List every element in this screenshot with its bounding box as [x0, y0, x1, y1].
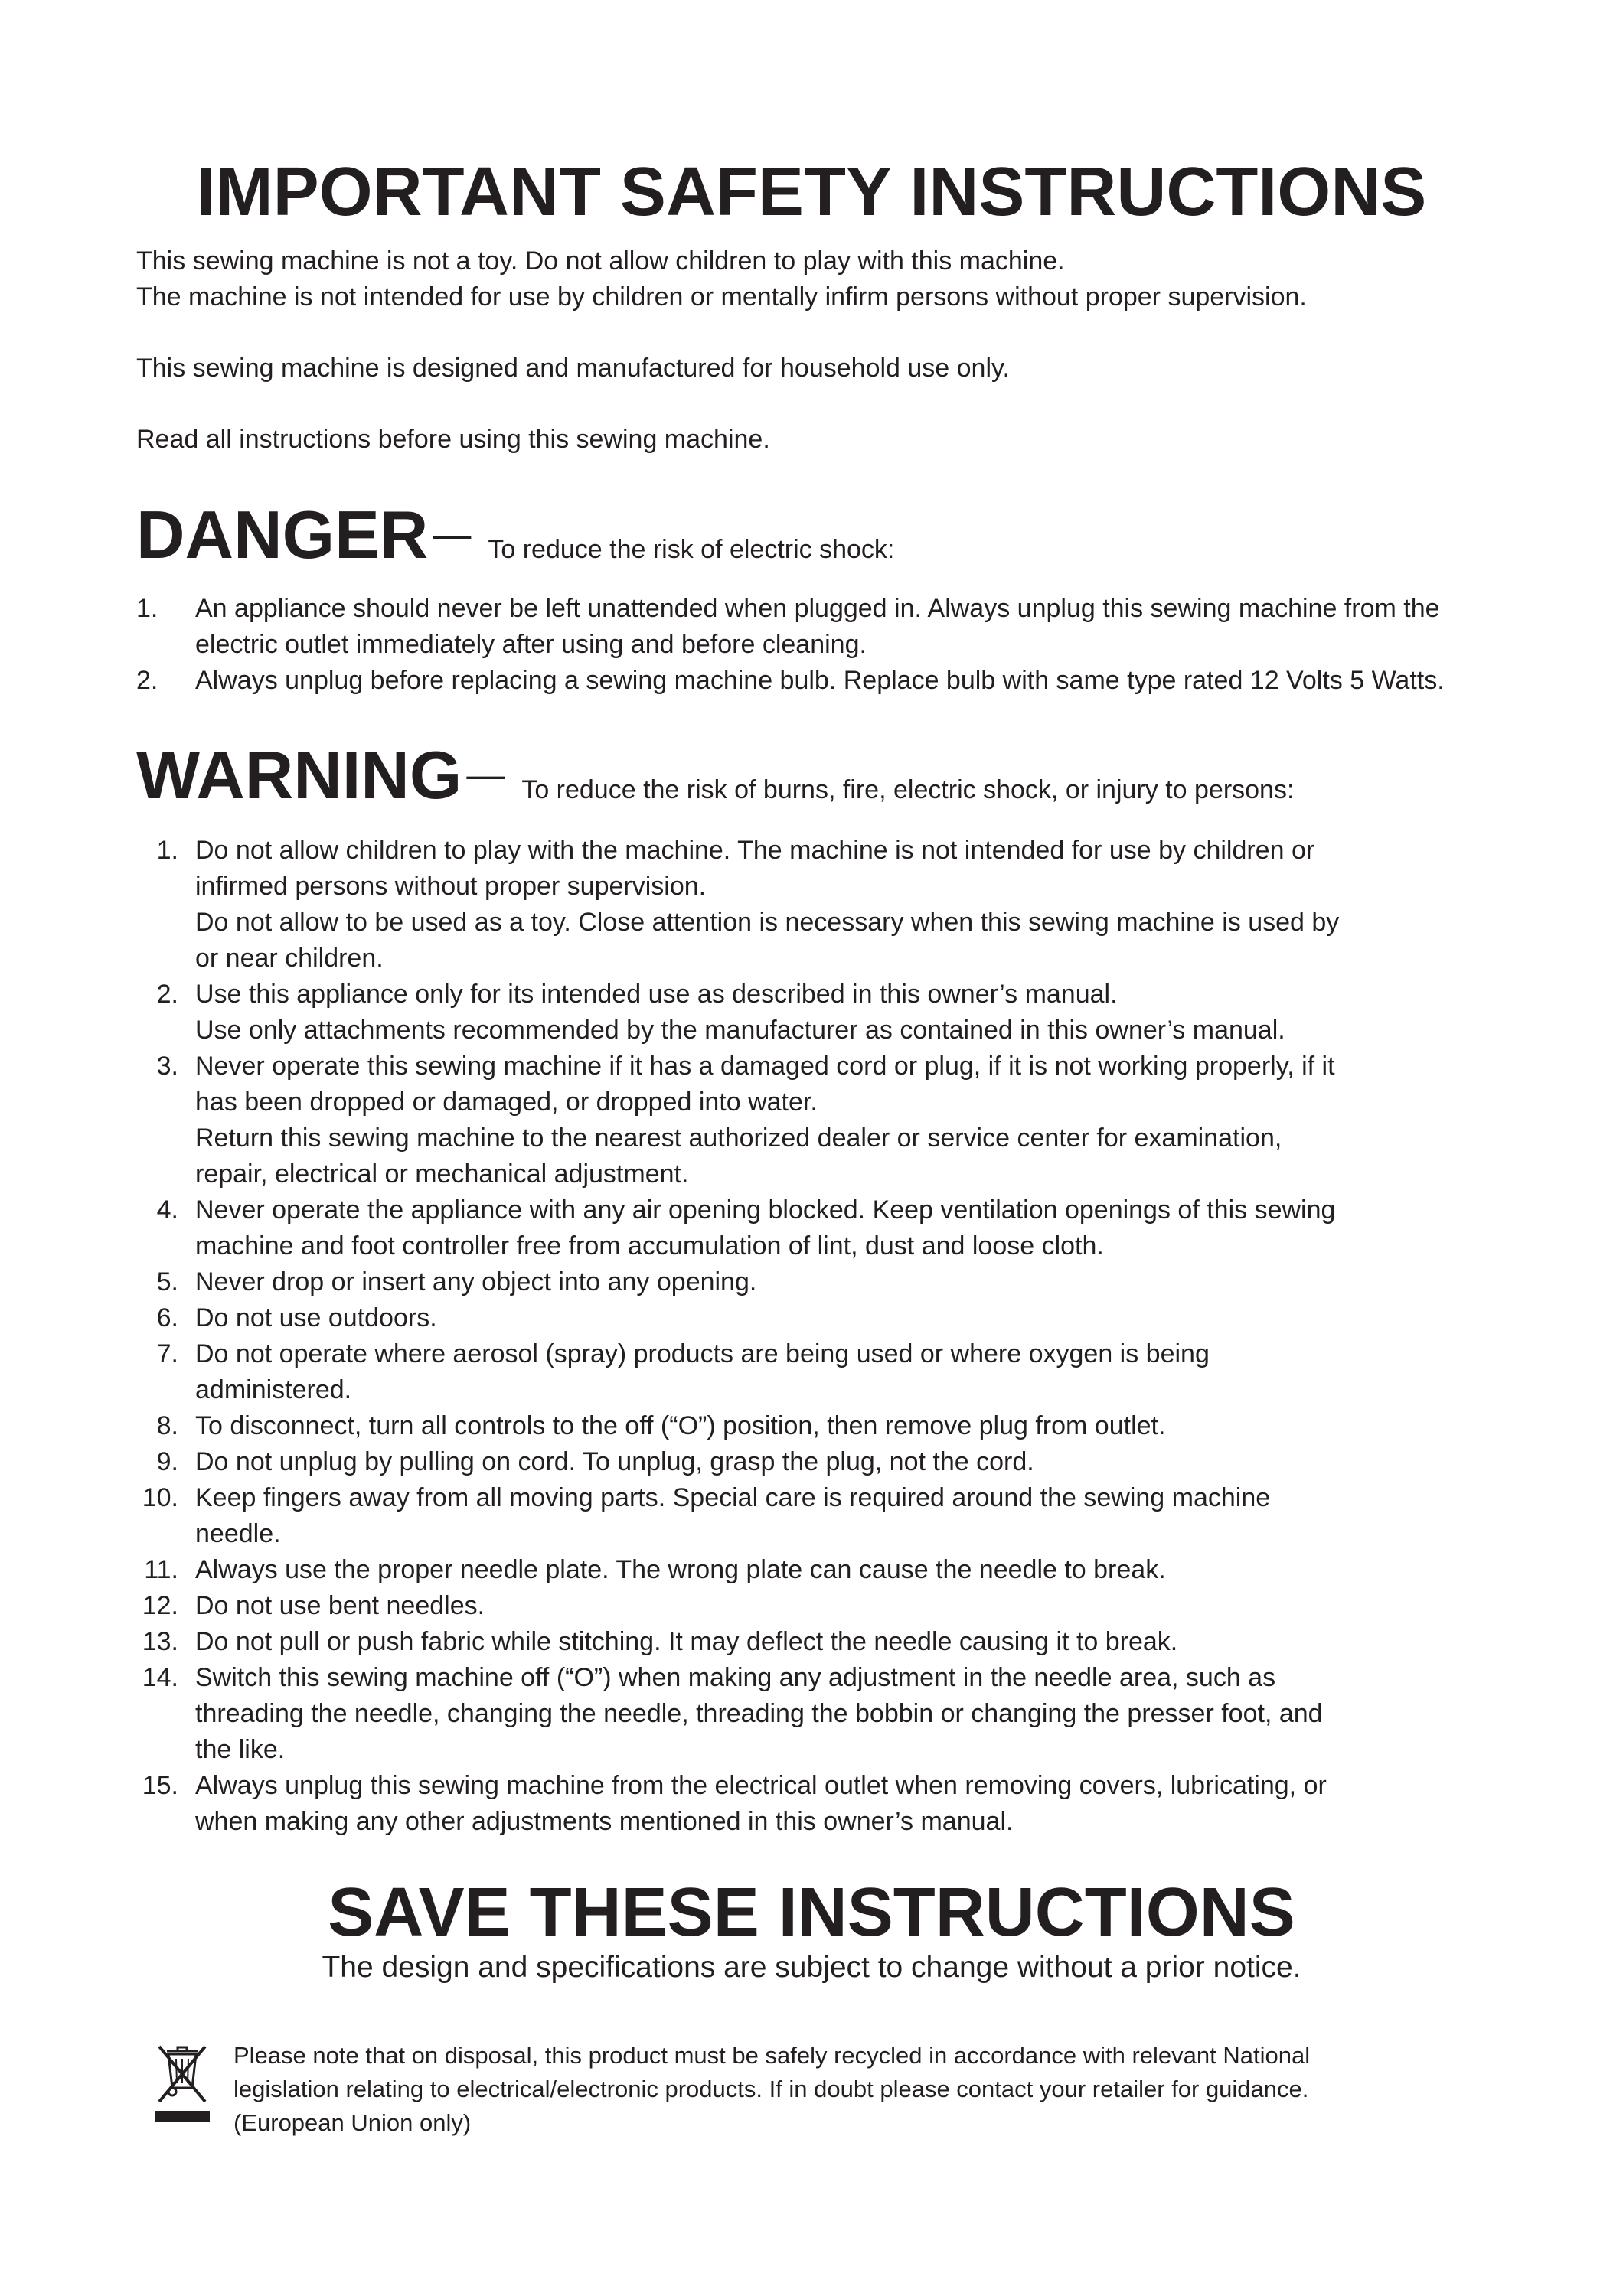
danger-heading [136, 496, 894, 574]
warning-item-text [195, 1264, 1553, 1300]
danger-list [136, 591, 1553, 699]
warning-item-line: Switch this sewing machine off (“O”) when making any adjustment in the needle area, such as [195, 1663, 1276, 1692]
warning-item [136, 1264, 1553, 1300]
disposal-line: Please note that on disposal, this product must be safely recycled in accordance with relevant National [233, 2042, 1311, 2069]
intro-line: The machine is not intended for use by children or mentally infirm persons without proper supervision. [136, 282, 1307, 311]
warning-dash: — [466, 753, 505, 796]
warning-item-line: Do not operate where aerosol (spray) products are being used or where oxygen is being [195, 1339, 1210, 1368]
warning-item-number: 3. [156, 1052, 178, 1081]
save-title: SAVE THESE INSTRUCTIONS [328, 1874, 1295, 1951]
danger-item-line: Always unplug before replacing a sewing machine bulb. Replace bulb with same type rated 12 Volts 5 Watts. [195, 666, 1445, 695]
warning-item-text [195, 833, 1553, 977]
warning-item-line: Return this sewing machine to the nearest authorized dealer or service center for examination, [195, 1124, 1282, 1153]
disposal-notice [233, 2039, 1535, 2140]
warning-item-number: 5. [156, 1267, 178, 1296]
warning-item-text [195, 1444, 1553, 1480]
warning-item-text [195, 1480, 1553, 1552]
warning-heading [136, 736, 1294, 814]
warning-item-number: 4. [156, 1195, 178, 1225]
warning-list [136, 833, 1553, 1840]
warning-item-line: Do not unplug by pulling on cord. To unplug, grasp the plug, not the cord. [195, 1447, 1034, 1476]
warning-item-number: 8. [156, 1411, 178, 1440]
warning-item [136, 1624, 1553, 1660]
intro-line: This sewing machine is designed and manufactured for household use only. [136, 354, 1010, 383]
danger-item-text [195, 663, 1553, 699]
warning-item-number: 13. [142, 1627, 178, 1656]
warning-item-line: Never operate this sewing machine if it has a damaged cord or plug, if it is not working properly, if it [195, 1052, 1335, 1081]
warning-item-line: when making any other adjustments mentioned in this owner’s manual. [195, 1807, 1014, 1836]
disposal-line: (European Union only) [233, 2109, 472, 2136]
warning-item [136, 1408, 1553, 1444]
warning-item [136, 1768, 1553, 1840]
warning-item [136, 1588, 1553, 1624]
warning-item-line: Do not allow to be used as a toy. Close attention is necessary when this sewing machine is used by [195, 908, 1340, 937]
warning-item-line: infirmed persons without proper supervision. [195, 872, 707, 901]
warning-item-line: repair, electrical or mechanical adjustment. [195, 1159, 689, 1189]
warning-item-number: 9. [156, 1447, 178, 1476]
warning-item-line: To disconnect, turn all controls to the off (“O”) position, then remove plug from outlet. [195, 1411, 1166, 1440]
warning-item-line: needle. [195, 1519, 281, 1548]
warning-item-number: 12. [142, 1591, 178, 1620]
intro-block-1 [136, 243, 1514, 315]
warning-item-text [195, 1049, 1553, 1192]
warning-item-number: 11. [144, 1555, 178, 1584]
warning-item-line: Use this appliance only for its intended use as described in this owner’s manual. [195, 980, 1118, 1009]
warning-item-number: 1. [156, 836, 178, 865]
danger-dash: — [433, 513, 472, 556]
danger-item-number: 1. [136, 594, 158, 623]
danger-subtitle: To reduce the risk of electric shock: [488, 535, 895, 564]
warning-item-line: Always use the proper needle plate. The wrong plate can cause the needle to break. [195, 1555, 1166, 1584]
warning-item-text [195, 1192, 1553, 1264]
warning-item [136, 1660, 1553, 1768]
warning-item-text [195, 977, 1553, 1049]
warning-item-number: 2. [156, 980, 178, 1009]
danger-item-line: electric outlet immediately after using and before cleaning. [195, 630, 867, 659]
danger-word: DANGER [136, 497, 429, 572]
warning-item-line: or near children. [195, 944, 384, 973]
intro-line: This sewing machine is not a toy. Do not allow children to play with this machine. [136, 246, 1065, 276]
warning-subtitle: To reduce the risk of burns, fire, electric shock, or injury to persons: [521, 775, 1295, 804]
danger-item-line: An appliance should never be left unattended when plugged in. Always unplug this sewing machine from the [195, 594, 1440, 623]
warning-item-line: Keep fingers away from all moving parts. Special care is required around the sewing machine [195, 1483, 1271, 1512]
warning-item-line: Do not use bent needles. [195, 1591, 485, 1620]
warning-item-line: Do not allow children to play with the machine. The machine is not intended for use by children or [195, 836, 1315, 865]
intro-line: Read all instructions before using this sewing machine. [136, 425, 770, 454]
warning-item [136, 1552, 1553, 1588]
warning-item-line: has been dropped or damaged, or dropped into water. [195, 1088, 818, 1117]
warning-item-line: the like. [195, 1735, 286, 1764]
danger-item-text [195, 591, 1553, 663]
warning-item-number: 6. [156, 1303, 178, 1332]
warning-item-line: administered. [195, 1375, 352, 1404]
warning-item-line: Do not use outdoors. [195, 1303, 437, 1332]
warning-item [136, 1300, 1553, 1336]
warning-item-number: 14. [142, 1663, 178, 1692]
warning-item [136, 1192, 1553, 1264]
page-title: IMPORTANT SAFETY INSTRUCTIONS [196, 154, 1427, 230]
warning-item-number: 15. [142, 1771, 178, 1800]
warning-item-line: threading the needle, changing the needle, threading the bobbin or changing the presser foot, and [195, 1699, 1323, 1728]
warning-item-number: 10. [142, 1483, 178, 1512]
warning-item-text [195, 1336, 1553, 1408]
weee-crossed-bin-icon [153, 2040, 211, 2125]
danger-item [136, 663, 1553, 699]
warning-item-line: Never operate the appliance with any air opening blocked. Keep ventilation openings of this sewing [195, 1195, 1336, 1225]
save-subtitle: The design and specifications are subject to change without a prior notice. [322, 1951, 1301, 1984]
warning-item-text [195, 1408, 1553, 1444]
intro-block-2 [136, 351, 1514, 386]
danger-item [136, 591, 1553, 663]
warning-item-text [195, 1552, 1553, 1588]
warning-item-line: Always unplug this sewing machine from the electrical outlet when removing covers, lubricating, or [195, 1771, 1327, 1800]
warning-item-line: Do not pull or push fabric while stitching. It may deflect the needle causing it to break. [195, 1627, 1178, 1656]
warning-item-number: 7. [156, 1339, 178, 1368]
warning-item [136, 833, 1553, 977]
warning-item [136, 1444, 1553, 1480]
warning-item-text [195, 1300, 1553, 1336]
danger-item-number: 2. [136, 666, 158, 695]
warning-item-line: Never drop or insert any object into any opening. [195, 1267, 757, 1296]
warning-item [136, 977, 1553, 1049]
warning-item-text [195, 1768, 1553, 1840]
warning-item [136, 1336, 1553, 1408]
warning-item-text [195, 1588, 1553, 1624]
warning-item-text [195, 1660, 1553, 1768]
warning-item-line: Use only attachments recommended by the manufacturer as contained in this owner’s manual. [195, 1016, 1285, 1045]
warning-item-text [195, 1624, 1553, 1660]
warning-item-line: machine and foot controller free from accumulation of lint, dust and loose cloth. [195, 1231, 1104, 1261]
disposal-line: legislation relating to electrical/electronic products. If in doubt please contact your retailer for guidance. [233, 2076, 1309, 2102]
intro-block-3 [136, 422, 1514, 458]
warning-item [136, 1480, 1553, 1552]
warning-item [136, 1049, 1553, 1192]
warning-word: WARNING [136, 737, 462, 813]
